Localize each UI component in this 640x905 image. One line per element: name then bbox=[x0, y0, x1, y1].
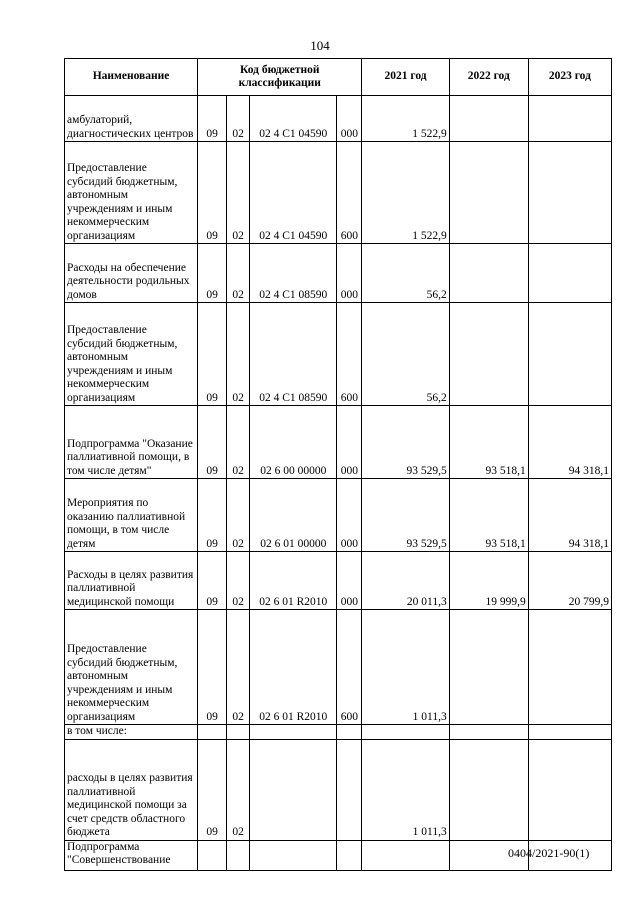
cell-c4: 000 bbox=[337, 96, 362, 142]
cell-c1: 09 bbox=[198, 610, 227, 725]
cell-y2021: 93 529,5 bbox=[362, 406, 449, 479]
cell-c4 bbox=[337, 725, 362, 740]
cell-y2021: 1 522,9 bbox=[362, 142, 449, 244]
cell-y2021: 20 011,3 bbox=[362, 552, 449, 610]
cell-y2021: 56,2 bbox=[362, 303, 449, 406]
cell-c3: 02 6 01 00000 bbox=[250, 479, 337, 552]
cell-c3: 02 4 С1 08590 bbox=[250, 303, 337, 406]
cell-y2023 bbox=[528, 142, 611, 244]
cell-name: Предоставление субсидий бюджетным, автономным учреждениям и иным некоммерческим организациям bbox=[65, 610, 198, 725]
cell-y2023 bbox=[528, 244, 611, 303]
cell-name: Подпрограмма "Оказание паллиативной помощи, в том числе детям" bbox=[65, 406, 198, 479]
table-row bbox=[65, 406, 612, 479]
cell-y2021: 1 011,3 bbox=[362, 739, 449, 840]
cell-c1: 09 bbox=[198, 303, 227, 406]
cell-y2021: 93 529,5 bbox=[362, 479, 449, 552]
cell-c2: 02 bbox=[227, 303, 250, 406]
cell-name: Предоставление субсидий бюджетным, автономным учреждениям и иным некоммерческим организациям bbox=[65, 142, 198, 244]
header-name: Наименование bbox=[65, 59, 198, 96]
cell-c2: 02 bbox=[227, 479, 250, 552]
header-2021: 2021 год bbox=[362, 59, 449, 96]
header-code: Код бюджетной классификации bbox=[198, 59, 362, 96]
cell-y2022 bbox=[449, 725, 528, 740]
cell-y2021: 56,2 bbox=[362, 244, 449, 303]
cell-name: Мероприятия по оказанию паллиативной помощи, в том числе детям bbox=[65, 479, 198, 552]
cell-y2023 bbox=[528, 610, 611, 725]
table-row bbox=[65, 142, 612, 244]
cell-name: Предоставление субсидий бюджетным, автономным учреждениям и иным некоммерческим организациям bbox=[65, 303, 198, 406]
cell-c1: 09 bbox=[198, 406, 227, 479]
cell-name: Подпрограмма "Совершенствование bbox=[65, 840, 198, 870]
cell-c1: 09 bbox=[198, 739, 227, 840]
cell-c3: 02 6 01 R2010 bbox=[250, 552, 337, 610]
cell-c1: 09 bbox=[198, 96, 227, 142]
cell-c3: 02 4 С1 04590 bbox=[250, 142, 337, 244]
page-number: 104 bbox=[310, 38, 330, 53]
cell-c4: 600 bbox=[337, 303, 362, 406]
cell-y2023: 94 318,1 bbox=[528, 479, 611, 552]
table-header-row bbox=[65, 59, 612, 96]
cell-c1: 09 bbox=[198, 142, 227, 244]
cell-c1: 09 bbox=[198, 244, 227, 303]
cell-c1: 09 bbox=[198, 552, 227, 610]
cell-y2023 bbox=[528, 303, 611, 406]
cell-y2022: 93 518,1 bbox=[449, 406, 528, 479]
cell-c4: 000 bbox=[337, 552, 362, 610]
cell-c2: 02 bbox=[227, 142, 250, 244]
cell-c4 bbox=[337, 840, 362, 870]
cell-name: в том числе: bbox=[65, 725, 198, 740]
cell-c3 bbox=[250, 725, 337, 740]
cell-c2 bbox=[227, 840, 250, 870]
cell-c3 bbox=[250, 840, 337, 870]
cell-c2: 02 bbox=[227, 610, 250, 725]
cell-c2: 02 bbox=[227, 552, 250, 610]
cell-y2021: 1 522,9 bbox=[362, 96, 449, 142]
cell-y2022 bbox=[449, 303, 528, 406]
cell-c2 bbox=[227, 725, 250, 740]
table-row bbox=[65, 244, 612, 303]
cell-y2023: 20 799,9 bbox=[528, 552, 611, 610]
cell-c3: 02 6 00 00000 bbox=[250, 406, 337, 479]
table-row bbox=[65, 96, 612, 142]
cell-c1 bbox=[198, 725, 227, 740]
cell-y2022: 93 518,1 bbox=[449, 479, 528, 552]
cell-y2022 bbox=[449, 96, 528, 142]
cell-c4: 000 bbox=[337, 406, 362, 479]
cell-y2023: 94 318,1 bbox=[528, 406, 611, 479]
cell-y2023 bbox=[528, 739, 611, 840]
cell-y2022 bbox=[449, 142, 528, 244]
cell-c2: 02 bbox=[227, 96, 250, 142]
cell-c3: 02 4 С1 04590 bbox=[250, 96, 337, 142]
header-2022: 2022 год bbox=[449, 59, 528, 96]
cell-name: амбулаторий, диагностических центров bbox=[65, 96, 198, 142]
cell-c4: 600 bbox=[337, 610, 362, 725]
budget-table bbox=[64, 58, 612, 871]
cell-y2021 bbox=[362, 725, 449, 740]
header-2023: 2023 год bbox=[528, 59, 611, 96]
table-row bbox=[65, 610, 612, 725]
document-code: 0404/2021-90(1) bbox=[508, 846, 590, 860]
cell-y2022 bbox=[449, 739, 528, 840]
table-row bbox=[65, 725, 612, 740]
cell-c1 bbox=[198, 840, 227, 870]
cell-name: расходы в целях развития паллиативной медицинской помощи за счет средств областного бюджета bbox=[65, 739, 198, 840]
cell-c4: 000 bbox=[337, 479, 362, 552]
table-row bbox=[65, 303, 612, 406]
cell-c3: 02 6 01 R2010 bbox=[250, 610, 337, 725]
cell-name: Расходы на обеспечение деятельности родильных домов bbox=[65, 244, 198, 303]
cell-c2: 02 bbox=[227, 406, 250, 479]
cell-c1: 09 bbox=[198, 479, 227, 552]
cell-y2021 bbox=[362, 840, 449, 870]
table-row bbox=[65, 479, 612, 552]
cell-y2022 bbox=[449, 244, 528, 303]
cell-y2021: 1 011,3 bbox=[362, 610, 449, 725]
cell-c4 bbox=[337, 739, 362, 840]
cell-c2: 02 bbox=[227, 244, 250, 303]
cell-y2023 bbox=[528, 96, 611, 142]
cell-y2022 bbox=[449, 610, 528, 725]
table-row bbox=[65, 552, 612, 610]
cell-c3 bbox=[250, 739, 337, 840]
table-row bbox=[65, 739, 612, 840]
cell-c2: 02 bbox=[227, 739, 250, 840]
cell-c3: 02 4 С1 08590 bbox=[250, 244, 337, 303]
cell-name: Расходы в целях развития паллиативной медицинской помощи bbox=[65, 552, 198, 610]
cell-c4: 000 bbox=[337, 244, 362, 303]
cell-c4: 600 bbox=[337, 142, 362, 244]
cell-y2022: 19 999,9 bbox=[449, 552, 528, 610]
cell-y2023 bbox=[528, 725, 611, 740]
